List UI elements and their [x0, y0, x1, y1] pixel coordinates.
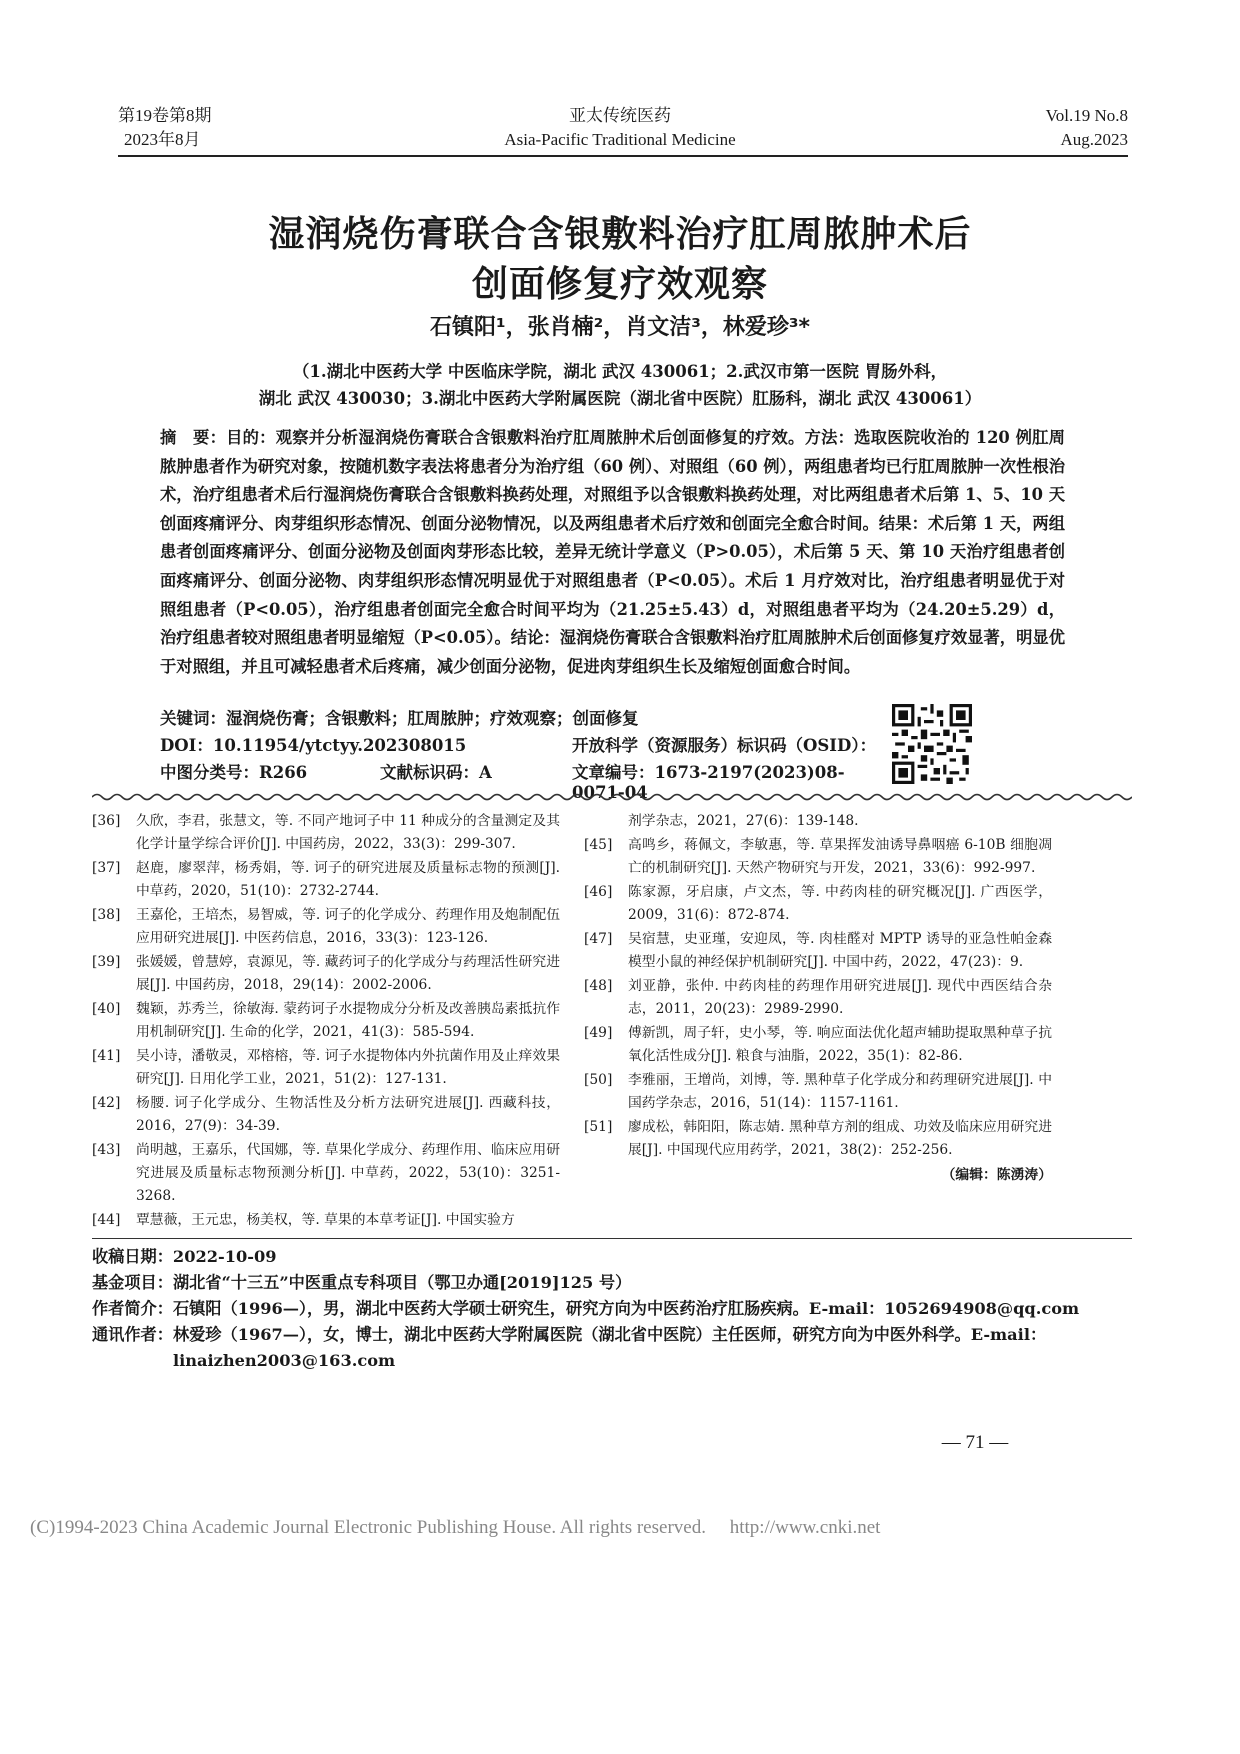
reference-text: 李雅丽，王增尚，刘博，等. 黑种草子化学成分和药理研究进展[J]. 中国药学杂志，2016，51(14)：1157-1161.: [628, 1072, 1052, 1111]
page-number: — 71 —: [941, 1432, 1009, 1453]
footnote-rule: [92, 1238, 1132, 1239]
affiliation-line-1: （1.湖北中医药大学 中医临床学院，湖北 武汉 430061；2.武汉市第一医院 胃肠外科，: [292, 362, 948, 381]
journal-title-en: Asia-Pacific Traditional Medicine: [504, 130, 736, 149]
affiliations: [140, 358, 1100, 412]
reference-text: 剂学杂志，2021，27(6)：139-148.: [628, 813, 859, 829]
reference-item: [584, 834, 1052, 880]
reference-number: [43]: [92, 1142, 121, 1158]
reference-item: [584, 810, 1052, 833]
reference-item: [92, 1045, 560, 1091]
article-number: 文章编号：1673-2197(2023)08-0071-04: [572, 763, 845, 802]
reference-text: 王嘉伦，王培杰，易智威，等. 诃子的化学成分、药理作用及炮制配伍应用研究进展[J]. 中医药信息，2016，33(3)：123-126.: [136, 907, 560, 946]
keywords: 关键词：湿润烧伤膏；含银敷料；肛周脓肿；疗效观察；创面修复: [160, 709, 639, 728]
reference-text: 覃慧薇，王元忠，杨美权，等. 草果的本草考证[J]. 中国实验方: [136, 1212, 515, 1228]
reference-item: [92, 810, 560, 856]
header-right: [900, 104, 1128, 152]
affiliation-line-2: 湖北 武汉 430030；3.湖北中医药大学附属医院（湖北省中医院）肛肠科，湖北 武汉 430061）: [258, 389, 982, 408]
title-line-1: 湿润烧伤膏联合含银敷料治疗肛周脓肿术后: [268, 214, 972, 255]
reference-number: [40]: [92, 1001, 121, 1017]
reference-text: 高鸣乡，蒋佩文，李敏惠，等. 草果挥发油诱导鼻咽癌 6-10B 细胞凋亡的机制研究[J]. 天然产物研究与开发，2021，33(6)：992-997.: [628, 837, 1052, 876]
reference-item: [584, 928, 1052, 974]
corresponding-author-label: 通讯作者：: [92, 1325, 173, 1344]
reference-number: [45]: [584, 837, 613, 853]
section-divider: [92, 791, 1132, 803]
reference-item: [92, 1092, 560, 1138]
reference-text: 杨腰. 诃子化学成分、生物活性及分析方法研究进展[J]. 西藏科技，2016，27(9)：34-39.: [136, 1095, 560, 1134]
reference-number: [47]: [584, 931, 613, 947]
reference-number: [36]: [92, 813, 121, 829]
reference-item: [584, 881, 1052, 927]
reference-text: 刘亚静，张仲. 中药肉桂的药理作用研究进展[J]. 现代中西医结合杂志，2011，20(23)：2989-2990.: [628, 978, 1052, 1017]
header-rule: [118, 155, 1128, 157]
reference-number: [38]: [92, 907, 121, 923]
reference-text: 陈家源，牙启康，卢文杰，等. 中药肉桂的研究概况[J]. 广西医学，2009，31(6)：872-874.: [628, 884, 1052, 923]
abstract-text: 目的：观察并分析湿润烧伤膏联合含银敷料治疗肛周脓肿术后创面修复的疗效。方法：选取医院收治的 120 例肛周脓肿患者作为研究对象，按随机数字表法将患者分为治疗组（60 例）、对照组（60 例），两组患者均已行肛周脓肿一次性根治术，治疗组患者术后行湿润烧伤膏联合含银敷料换药处理，对照组予以含银敷料换药处理，对比两组患者术后第 1、5、10 天创面疼痛评分、肉芽组织形态情况、创面分泌物情况，以及两组患者术后疗效和创面完全愈合时间。结果：术后第 1 天，两组患者创面疼痛评分、创面分泌物及创面肉芽形态比较，差异无统计学意义（P>0.05），术后第 5 天、第 10 天治疗组患者创面疼痛评分、创面分泌物、肉芽组织形态情况明显优于对照组患者（P<0.05）。术后 1 月疗效对比，治疗组患者明显优于对照组患者（P<0.05），治疗组患者创面完全愈合时间平均为（21.25±5.43）d，对照组患者平均为（24.20±5.29）d，治疗组患者较对照组患者明显缩短（P<0.05）。结论：湿润烧伤膏联合含银敷料治疗肛周脓肿术后创面修复疗效显著，明显优于对照组，并且可减轻患者术后疼痛，减少创面分泌物，促进肉芽组织生长及缩短创面愈合时间。: [160, 428, 1065, 676]
references-right-column: [584, 810, 1052, 1187]
reference-item: [92, 857, 560, 903]
qr-code-icon[interactable]: [892, 704, 972, 784]
reference-item: [92, 1209, 560, 1232]
reference-item: [584, 975, 1052, 1021]
editor-credit: （编辑：陈湧涛）: [941, 1167, 1052, 1183]
reference-text: 吴宿慧，史亚瑾，安迎凤，等. 肉桂醛对 MPTP 诱导的亚急性帕金森模型小鼠的神经保护机制研究[J]. 中国中药，2022，47(23)：9.: [628, 931, 1052, 970]
reference-text: 赵鹿，廖翠萍，杨秀娟，等. 诃子的研究进展及质量标志物的预测[J]. 中草药，2020，51(10)：2732-2744.: [136, 860, 560, 899]
author-bio-text: 石镇阳（1996—），男，湖北中医药大学硕士研究生，研究方向为中医药治疗肛肠疾病。E-mail：1052694908@qq.com: [172, 1299, 1080, 1318]
reference-item: [92, 998, 560, 1044]
reference-number: [46]: [584, 884, 613, 900]
volume-cn: 第19卷第8期: [118, 106, 212, 125]
references-left-column: [92, 810, 560, 1233]
reference-number: [41]: [92, 1048, 121, 1064]
reference-item: [584, 1022, 1052, 1068]
reference-number: [51]: [584, 1119, 613, 1135]
reference-text: 张媛媛，曾慧婷，袁源见，等. 藏药诃子的化学成分与药理活性研究进展[J]. 中国药房，2018，29(14)：2002-2006.: [136, 954, 560, 993]
footnotes: [92, 1244, 1132, 1374]
title-line-2: 创面修复疗效观察: [471, 264, 768, 305]
header-center: [420, 104, 820, 152]
document-code: 文献标识码：A: [380, 763, 492, 782]
reference-number: [44]: [92, 1212, 121, 1228]
reference-number: [37]: [92, 860, 121, 876]
reference-text: 尚明越，王嘉乐，代国娜，等. 草果化学成分、药理作用、临床应用研究进展及质量标志物预测分析[J]. 中草药，2022，53(10)：3251-3268.: [136, 1142, 560, 1204]
fund-text: 湖北省“十三五”中医重点专科项目（鄂卫办通[2019]125 号）: [172, 1273, 632, 1292]
reference-text: 久欣，李君，张慧文，等. 不同产地诃子中 11 种成分的含量测定及其化学计量学综合评价[J]. 中国药房，2022，33(3)：299-307.: [136, 813, 560, 852]
reference-number: [39]: [92, 954, 121, 970]
abstract-label: 摘 要：: [160, 428, 227, 447]
abstract: [160, 424, 1065, 681]
date-en: Aug.2023: [1060, 130, 1128, 149]
volume-en: Vol.19 No.8: [1045, 106, 1128, 125]
corresponding-author-text: 林爱珍（1967—），女，博士，湖北中医药大学附属医院（湖北省中医院）主任医师，研究方向为中医外科学。E-mail：linaizhen2003@163.com: [172, 1325, 1047, 1370]
reference-item: [92, 1139, 560, 1208]
article-title: [120, 210, 1120, 310]
corresponding-author-item: [92, 1322, 1132, 1374]
author-bio-label: 作者简介：: [92, 1299, 173, 1318]
reference-item: [92, 951, 560, 997]
authors: 石镇阳¹，张肖楠²，肖文洁³，林爱珍³*: [429, 315, 811, 340]
reference-number: [48]: [584, 978, 613, 994]
reference-text: 吴小诗，潘敬灵，邓榕榕，等. 诃子水提物体内外抗菌作用及止痒效果研究[J]. 日用化学工业，2021，51(2)：127-131.: [136, 1048, 560, 1087]
author-bio-item: [92, 1296, 1132, 1322]
date-cn: 2023年8月: [124, 130, 201, 149]
header-left: [118, 104, 318, 152]
fund-label: 基金项目：: [92, 1273, 173, 1292]
clc-number: 中图分类号：R266: [160, 763, 308, 782]
reference-text: 傅新凯，周子轩，史小琴，等. 响应面法优化超声辅助提取黑种草子抗氧化活性成分[J]. 粮食与油脂，2022，35(1)：82-86.: [628, 1025, 1052, 1064]
reference-number: [42]: [92, 1095, 121, 1111]
copyright-notice: (C)1994-2023 China Academic Journal Electronic Publishing House. All rights reserved. http://www.cnki.net: [30, 1517, 881, 1538]
reference-text: 魏颖，苏秀兰，徐敏海. 蒙药诃子水提物成分分析及改善胰岛素抵抗作用机制研究[J]. 生命的化学，2021，41(3)：585-594.: [136, 1001, 560, 1040]
doi: DOI：10.11954/ytctyy.202308015: [160, 736, 467, 755]
received-date: 收稿日期：2022-10-09: [92, 1247, 277, 1266]
reference-item: [92, 904, 560, 950]
fund-item: [92, 1270, 1132, 1296]
osid-label: 开放科学（资源服务）标识码（OSID）：: [572, 736, 877, 755]
reference-item: [584, 1069, 1052, 1115]
reference-number: [49]: [584, 1025, 613, 1041]
reference-number: [50]: [584, 1072, 613, 1088]
reference-text: 廖成松，韩阳阳，陈志婧. 黑种草方剂的组成、功效及临床应用研究进展[J]. 中国现代应用药学，2021，38(2)：252-256.: [628, 1119, 1052, 1158]
journal-title-cn: 亚太传统医药: [569, 106, 671, 125]
reference-number: [584, 810, 628, 833]
reference-item: [584, 1116, 1052, 1162]
